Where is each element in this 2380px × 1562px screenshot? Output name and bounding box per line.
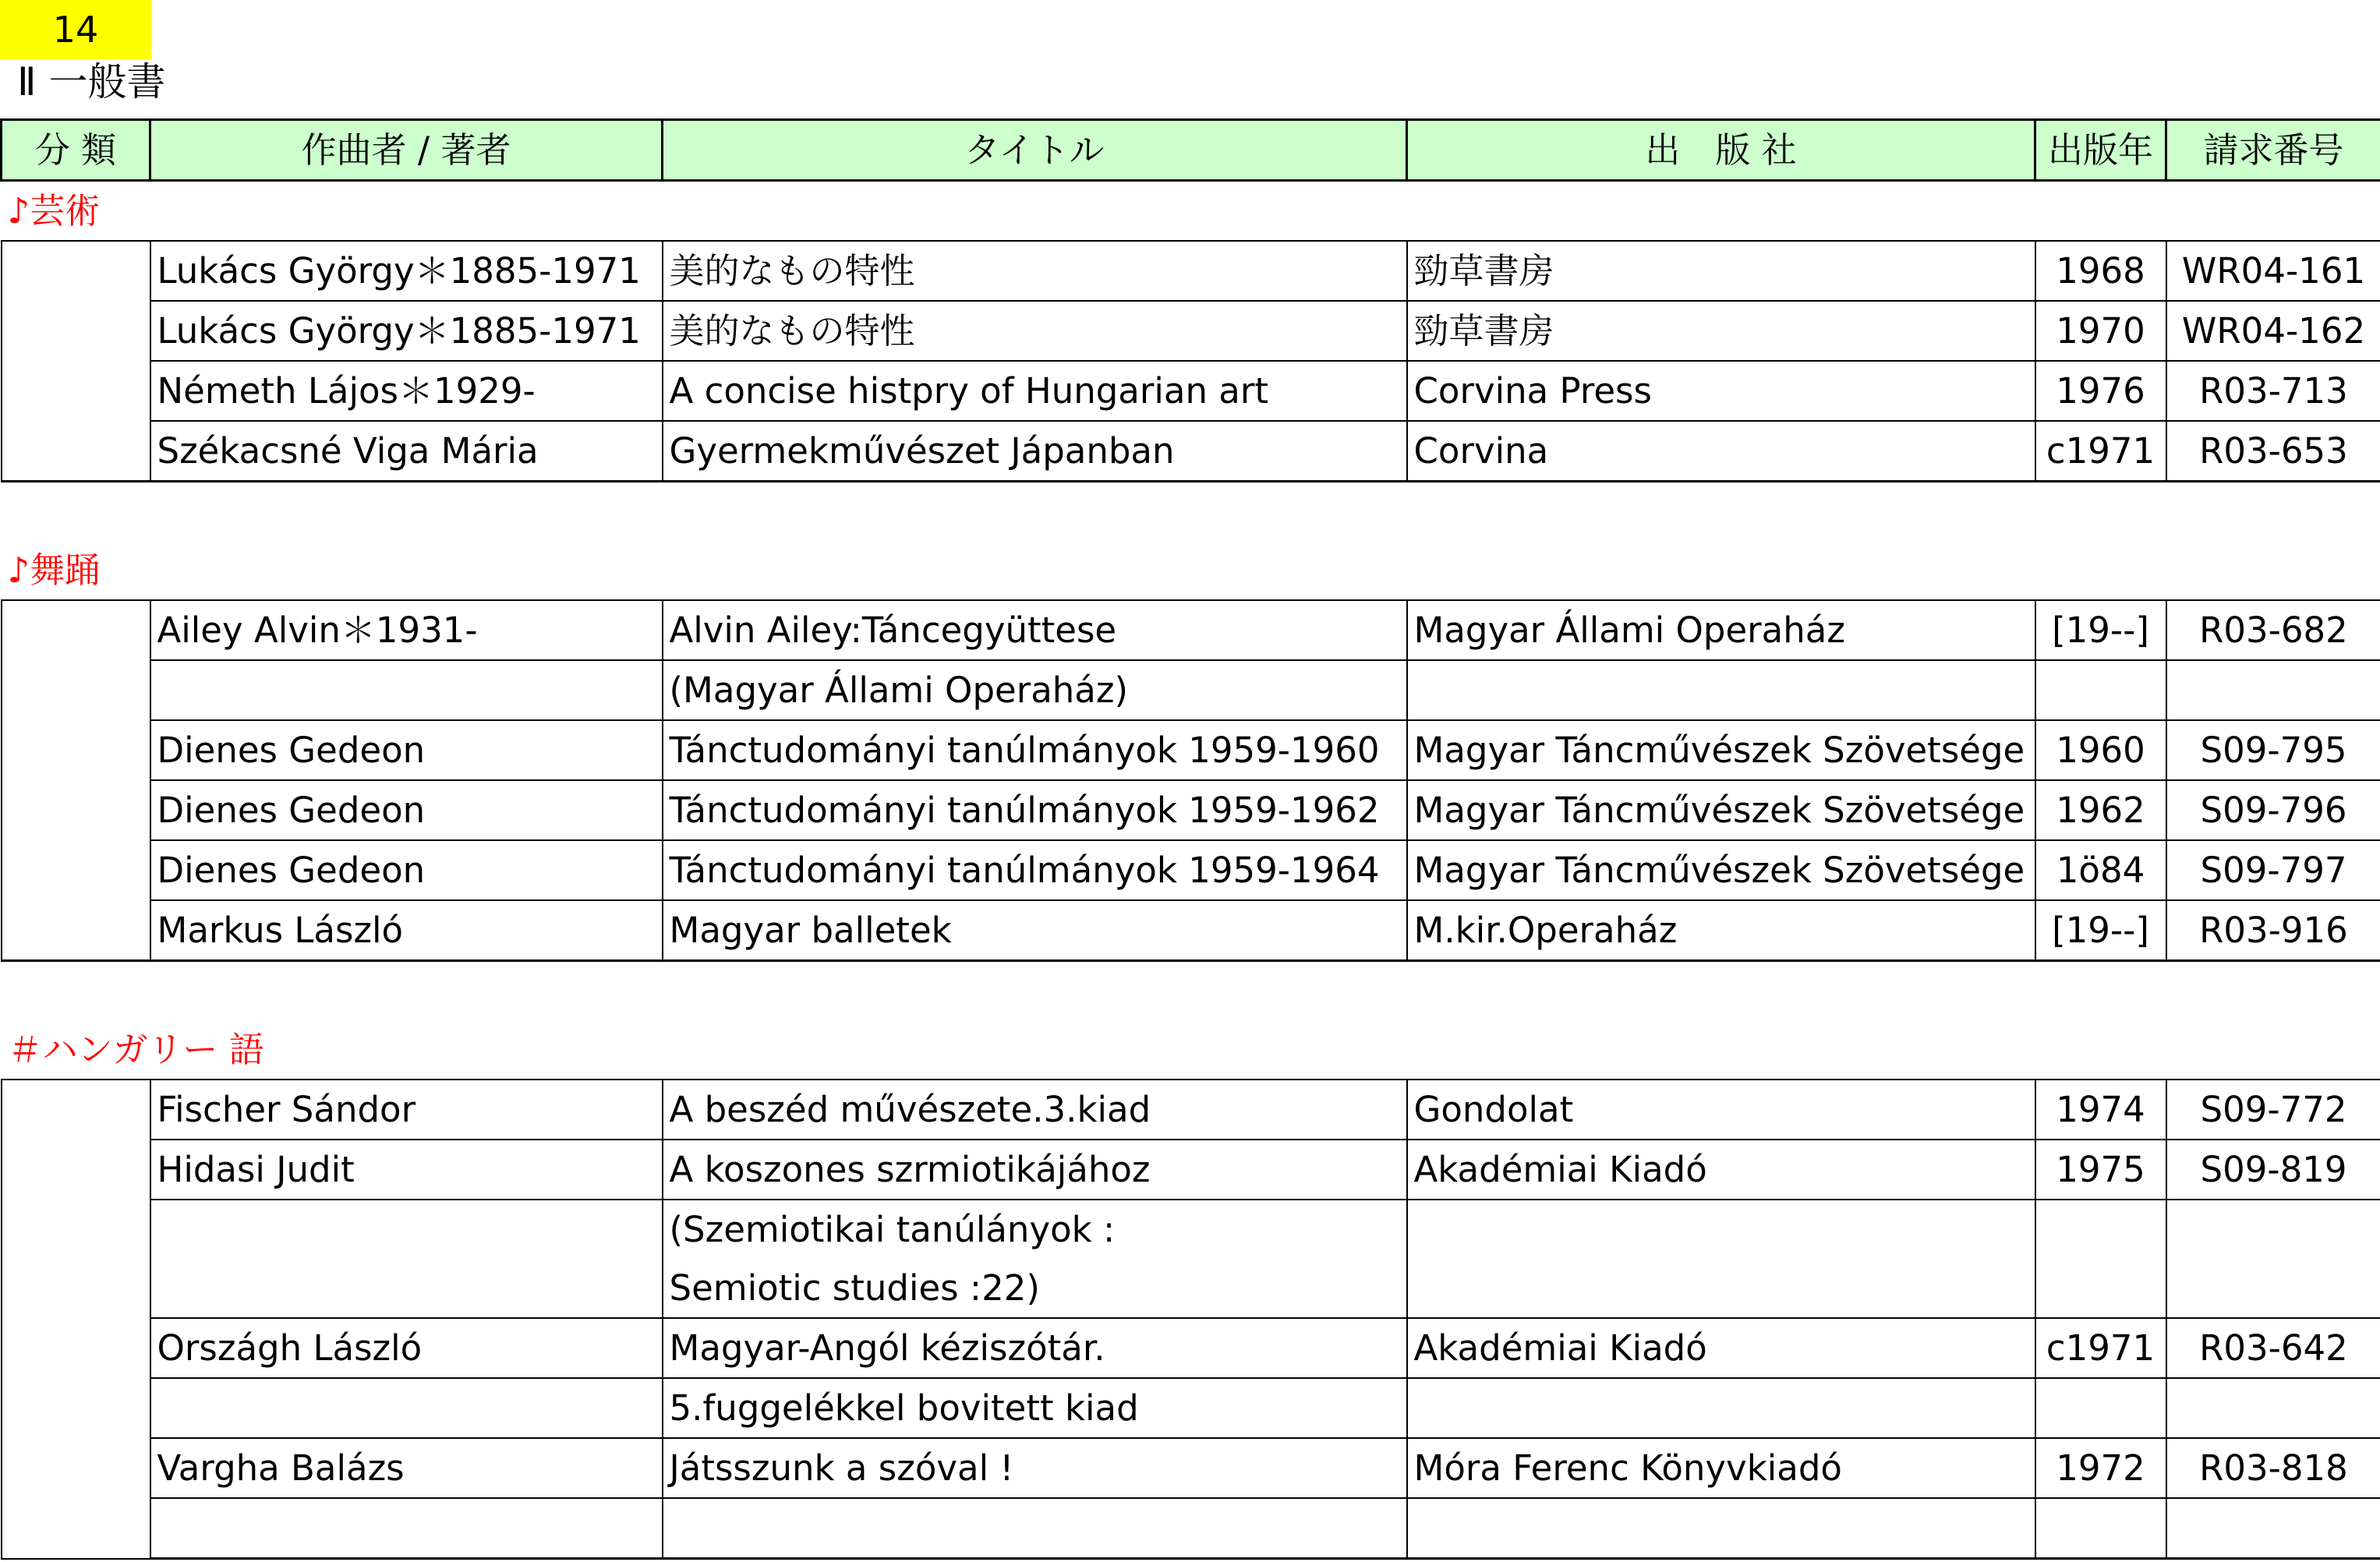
title-cell: Tánctudományi tanúlmányok 1959-1964 [663, 840, 1407, 900]
call-number-cell [2166, 1200, 2380, 1259]
category-label: ♪舞踊 [7, 550, 101, 591]
category-cell [2, 1080, 150, 1559]
year-cell: 1974 [2035, 1080, 2166, 1140]
year-cell: 1ö84 [2035, 840, 2166, 900]
table-row-continuation [2, 1259, 2380, 1318]
year-cell: c1971 [2035, 421, 2166, 482]
author-cell [150, 1498, 663, 1559]
call-number-cell: R03-653 [2166, 421, 2380, 482]
table-row [2, 1438, 2380, 1498]
author-cell: Lukács György＊1885-1971 [150, 241, 663, 301]
call-number-cell [2166, 1498, 2380, 1559]
year-cell: 1960 [2035, 720, 2166, 780]
year-cell [2035, 1200, 2166, 1259]
category-row [2, 541, 2380, 600]
title-cell: 5.fuggelékkel bovitett kiad [663, 1378, 1407, 1438]
category-label: ♪芸術 [2, 181, 2380, 242]
author-cell [150, 1200, 663, 1259]
header-title: タイトル [663, 120, 1407, 181]
publisher-cell [1407, 1498, 2035, 1559]
title-cell: 美的なもの特性 [663, 301, 1407, 361]
title-cell: Tánctudományi tanúlmányok 1959-1960 [663, 720, 1407, 780]
author-cell: Hidasi Judit [150, 1140, 663, 1200]
author-cell: Vargha Balázs [150, 1438, 663, 1498]
title-cell: (Magyar Állami Operaház) [663, 660, 1407, 720]
table-row [2, 421, 2380, 482]
publisher-cell: 勁草書房 [1407, 241, 2035, 301]
category-row [2, 1020, 2380, 1080]
table-row [2, 720, 2380, 780]
category-label: ＃ハンガリー 語 [7, 1029, 264, 1070]
spacer-cell [2, 482, 2380, 542]
page-number-badge: 14 [0, 0, 151, 59]
year-cell: 1968 [2035, 241, 2166, 301]
table-row-continuation [2, 1498, 2380, 1559]
year-cell: 1962 [2035, 780, 2166, 840]
publisher-cell: 勁草書房 [1407, 301, 2035, 361]
title-cell: Tánctudományi tanúlmányok 1959-1962 [663, 780, 1407, 840]
title-cell: Gyermekművészet Jápanban [663, 421, 1407, 482]
category-row [2, 181, 2380, 242]
year-cell: 1975 [2035, 1140, 2166, 1200]
author-cell: Markus László [150, 900, 663, 961]
call-number-cell: S09-796 [2166, 780, 2380, 840]
table-row-continuation [2, 660, 2380, 720]
title-cell: A concise histpry of Hungarian art [663, 361, 1407, 421]
title-cell: Alvin Ailey:Táncegyüttese [663, 600, 1407, 660]
year-cell: 1972 [2035, 1438, 2166, 1498]
publisher-cell: Akadémiai Kiadó [1407, 1318, 2035, 1378]
title-cell: Magyar balletek [663, 900, 1407, 961]
publisher-cell: Gondolat [1407, 1080, 2035, 1140]
year-cell: c1971 [2035, 1318, 2166, 1378]
publisher-cell: Magyar Táncművészek Szövetsége [1407, 720, 2035, 780]
header-publisher: 出 版 社 [1407, 120, 2035, 181]
publisher-cell: Akadémiai Kiadó [1407, 1140, 2035, 1200]
author-cell: Országh László [150, 1318, 663, 1378]
call-number-cell: R03-682 [2166, 600, 2380, 660]
title-cell: 美的なもの特性 [663, 241, 1407, 301]
publisher-cell [1407, 660, 2035, 720]
author-cell [150, 1378, 663, 1438]
category-cell [2, 241, 150, 482]
title-cell: Játsszunk a szóval ! [663, 1438, 1407, 1498]
table-row [2, 840, 2380, 900]
year-cell: 1976 [2035, 361, 2166, 421]
call-number-cell: S09-795 [2166, 720, 2380, 780]
table-row-continuation [2, 1378, 2380, 1438]
table-row [2, 780, 2380, 840]
table-row [2, 241, 2380, 301]
title-cell: Semiotic studies :22) [663, 1259, 1407, 1318]
table-row [2, 1080, 2380, 1140]
publisher-cell: Corvina Press [1407, 361, 2035, 421]
table-row [2, 301, 2380, 361]
title-cell: (Szemiotikai tanúlányok : [663, 1200, 1407, 1259]
author-cell: Lukács György＊1885-1971 [150, 301, 663, 361]
year-cell: [19--] [2035, 900, 2166, 961]
spacer-row [2, 961, 2380, 1021]
title-cell: A koszones szrmiotikájához [663, 1140, 1407, 1200]
section-heading: Ⅱ 一般書 [17, 59, 166, 104]
call-number-cell: WR04-162 [2166, 301, 2380, 361]
author-cell [150, 1259, 663, 1318]
catalog-table [0, 118, 2380, 1560]
title-cell: Magyar-Angól kéziszótár. [663, 1318, 1407, 1378]
publisher-cell: Magyar Táncművészek Szövetsége [1407, 780, 2035, 840]
publisher-cell [1407, 1378, 2035, 1438]
year-cell [2035, 660, 2166, 720]
year-cell [2035, 1498, 2166, 1559]
publisher-cell [1407, 1259, 2035, 1318]
call-number-cell [2166, 1259, 2380, 1318]
call-number-cell: WR04-161 [2166, 241, 2380, 301]
spacer-cell [2, 961, 2380, 1021]
table-row [2, 1140, 2380, 1200]
author-cell: Ailey Alvin＊1931- [150, 600, 663, 660]
header-row [2, 120, 2380, 181]
author-cell: Dienes Gedeon [150, 780, 663, 840]
table-row [2, 1318, 2380, 1378]
call-number-cell: S09-797 [2166, 840, 2380, 900]
category-cell [2, 600, 150, 961]
publisher-cell: Magyar Állami Operaház [1407, 600, 2035, 660]
year-cell: 1970 [2035, 301, 2166, 361]
publisher-cell [1407, 1200, 2035, 1259]
publisher-cell: Magyar Táncművészek Szövetsége [1407, 840, 2035, 900]
header-call-number: 請求番号 [2166, 120, 2380, 181]
year-cell [2035, 1378, 2166, 1438]
header-year: 出版年 [2035, 120, 2166, 181]
call-number-cell: S09-772 [2166, 1080, 2380, 1140]
year-cell [2035, 1259, 2166, 1318]
author-cell: Dienes Gedeon [150, 840, 663, 900]
publisher-cell: M.kir.Operaház [1407, 900, 2035, 961]
header-category: 分 類 [2, 120, 150, 181]
spacer-row [2, 482, 2380, 542]
author-cell: Fischer Sándor [150, 1080, 663, 1140]
table-row [2, 361, 2380, 421]
call-number-cell: R03-916 [2166, 900, 2380, 961]
table-row [2, 600, 2380, 660]
call-number-cell: R03-818 [2166, 1438, 2380, 1498]
author-cell: Székacsné Viga Mária [150, 421, 663, 482]
table-row [2, 900, 2380, 961]
call-number-cell: S09-819 [2166, 1140, 2380, 1200]
author-cell: Németh Lájos＊1929- [150, 361, 663, 421]
call-number-cell [2166, 660, 2380, 720]
call-number-cell: R03-713 [2166, 361, 2380, 421]
author-cell [150, 660, 663, 720]
header-author: 作曲者 / 著者 [150, 120, 663, 181]
call-number-cell: R03-642 [2166, 1318, 2380, 1378]
title-cell [663, 1498, 1407, 1559]
publisher-cell: Corvina [1407, 421, 2035, 482]
call-number-cell [2166, 1378, 2380, 1438]
year-cell: [19--] [2035, 600, 2166, 660]
title-cell: A beszéd művészete.3.kiad [663, 1080, 1407, 1140]
author-cell: Dienes Gedeon [150, 720, 663, 780]
table-row-continuation [2, 1200, 2380, 1259]
publisher-cell: Móra Ferenc Könyvkiadó [1407, 1438, 2035, 1498]
